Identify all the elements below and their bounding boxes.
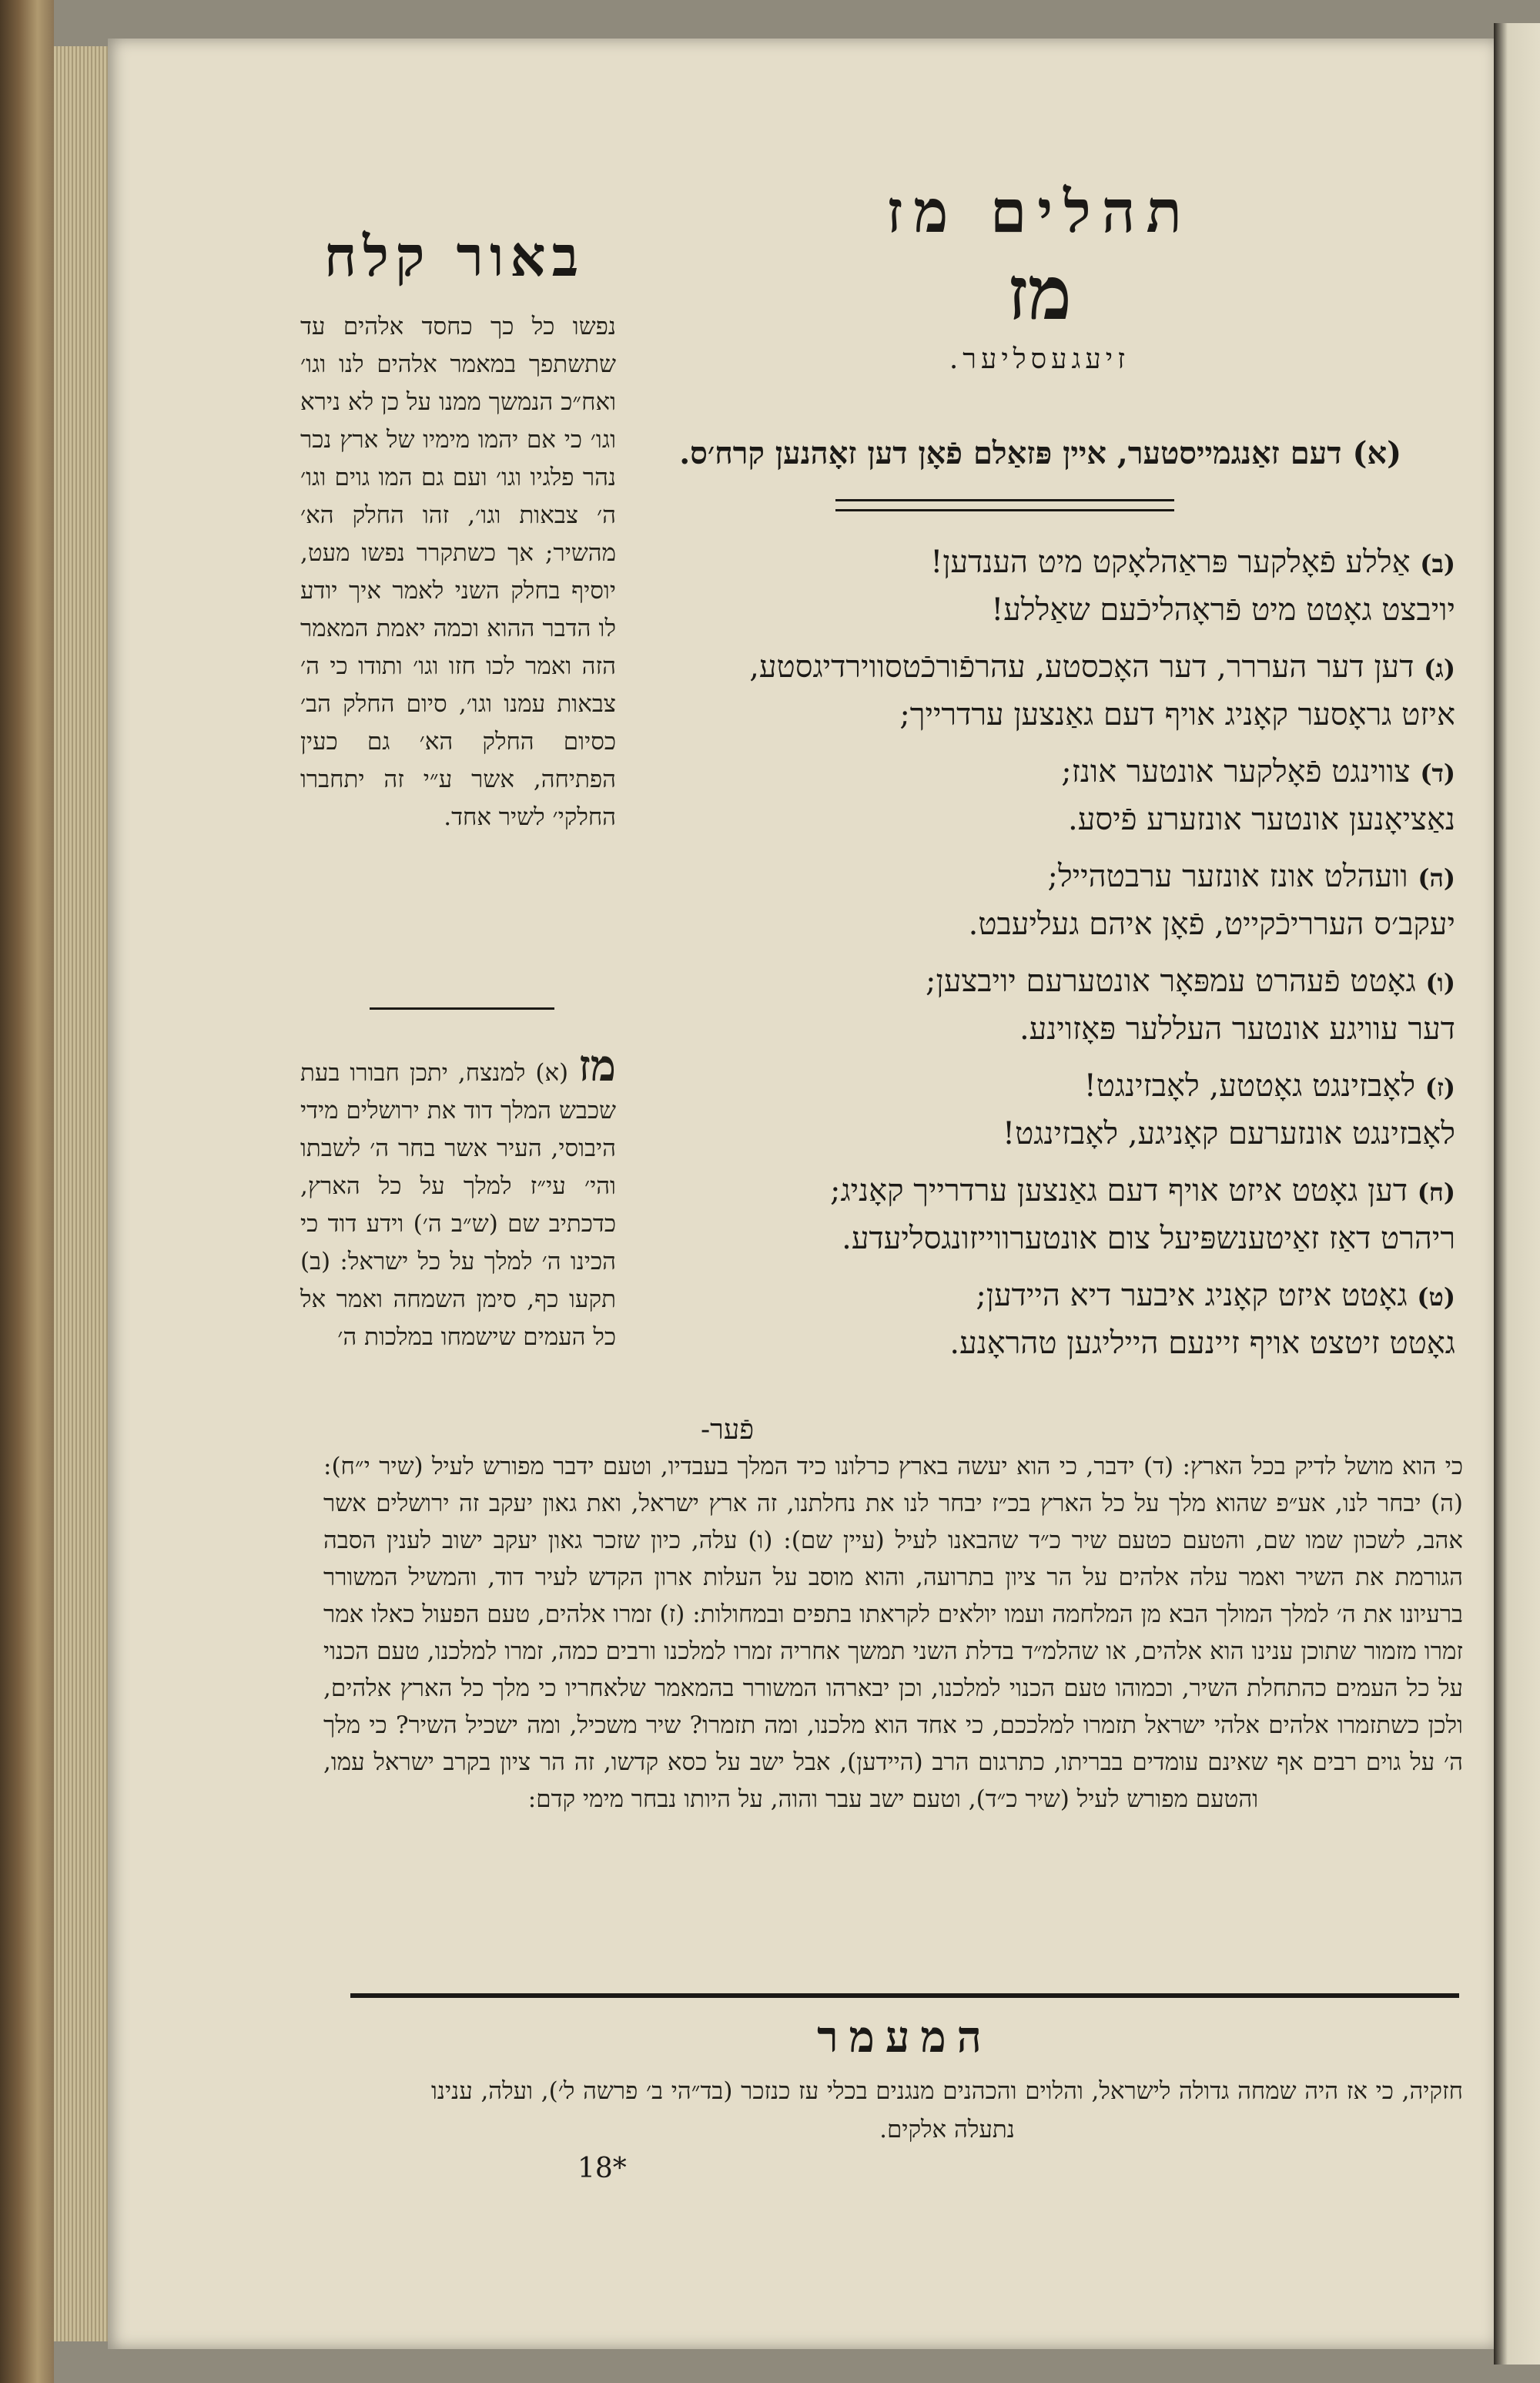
section-divider [370,1007,554,1010]
verse-line: וועהלט אונז אונזער ערבטהייל; [1047,859,1408,894]
psalm-subtitle: זיעגעסליער. [949,344,1130,375]
verse-number: (ד) [1420,759,1455,788]
commentary-continuation: כי הוא מושל לדיק בכל הארץ: (ד) ידבר, כי הוא יעשה בארץ כרלונו כיד המלך בעבדיו, וטעם ידבר מפורש לעיל (שיר י״ח): (ה) יבחר לנו, אע״פ שהוא מלך על כל הארץ בכ״ז יבחר לנו את נחלתנו, זה ארץ ישראל, ואת גאון יעקב זה ירושלים אשר אהב, לשכון שמו שם, והטעם כטעם שיר כ״ד שהבאנו לעיל (עיין שם): (ו) עלה, כיון שזכר גאון יעקב ישוב לענין הסבה הגורמת את השיר ואמר עלה אלהים על הר ציון בתרועה, והוא מוסב על העלות ארון הקדש לעיר דוד, והמשיל המשורר ברעיונו את ה׳ למלך המולך הבא מן המלחמה ועמו יולאים לקראתו בתפים ובמחולות: (ז) זמרו אלהים, טעם הפעול כאלו אמר זמרו מזמור שתוכן ענינו הוא אלהים, או שהלמ״ד בדלת השני תמשך אחריה זמרו למלכנו ורבים כמה, זמרו למלכנו, טעם הכנוי על כל העמים כהתחלת השיר, וכמוהו טעם הכנוי למלכנו, וכן יבארהו המשורר בהמאמר שלאחריו כי מלך כל הארץ אלהים, ולכן כשתזמרו אלהים אלהי ישראל תזמרו למלככם, כי אחד הוא מלכנו, ומה תזמרו? שיר משכיל, ומה ישכיל השיר? כי מלך ה׳ על גוים רבים אף שאינם עומדים בבריתו, כתרגום הרב (היידען), אבל ישב על כסא קדשו, זה הר ציון בקרב ישראל עמו, והטעם מפורש לעיל (שיר כ״ד), וטעם ישב עבר והוה, על היותו נבחר מימי קדם: [323,1453,1463,1813]
verse-number: (ט) [1417,1282,1455,1312]
page-edges [54,46,108,2341]
main-heading [770,177,1309,375]
verse-line: ריהרט דאַז זאַיטענשפּיעל צום אונטערווייזונגסליעדע. [842,1221,1455,1256]
verse-line: דען גאָטט איזט אויף דעם גאַנצען ערדרייך קאָניג; [829,1173,1408,1208]
commentary-psalm-label: מז [578,1041,616,1091]
verse-line: דער עוויגע אונטער העללער פּאָזוינע. [1019,1011,1455,1047]
psalm-number: מז [1007,250,1072,337]
biur-title: באור קלח [323,223,585,289]
commentary-block [300,1041,616,1356]
verse-line: יעקב׳ס הערריכֿקייט, פֿאָן איהם געליעבט. [968,907,1455,942]
verse [670,1272,1455,1366]
verse-number: (ה) [1418,863,1455,893]
verse-line: דען דער העררר, דער האָכסטע, עהרפֿורכֿטסווירדיגסטע, [749,649,1414,685]
verse-line: אַללע פֿאָלקער פּראַהלאָקט מיט הענדען! [930,545,1411,580]
verse-number: (ב) [1420,549,1455,578]
verse [670,749,1455,843]
commentary-text: (א) למנצח, יתכן חבורו בעת שכבש המלך דוד את ירושלים מידי היבוסי, העיר אשר בחר ה׳ לשבתו והי׳ עי״ז למלך על כל הארץ, כדכתיב שם (ש״ב ה׳) וידע דוד כי הכינו ה׳ למלך על כל ישראל: (ב) תקעו כף, סימן השמחה ואמר אל כל העמים שישמחו במלכות ה׳ [300,1059,616,1351]
printer-signature: 18* [578,2153,627,2184]
meamar-title: המעמר [817,2012,993,2063]
verse-line: צווינגט פֿאָלקער אונטער אונז; [1061,754,1411,789]
verse [670,644,1455,738]
facing-page-edge [1494,23,1540,2365]
verse-number: (ו) [1425,968,1455,997]
verse-number: (ח) [1417,1178,1455,1207]
meamar-text: חזקיה, כי אז היה שמחה גדולה לישראל, והלוים והכהנים מנגנים בכלי עז כנזכר (בד״הי ב׳ פרשה ל׳), ועלה, ענינו נתעלה אלקים. [431,2077,1463,2143]
catchword: פֿער- [701,1414,755,1446]
verse [670,958,1455,1052]
superscription-verse: (א) דעם זאַנגמייסטער, איין פּזאַלם פֿאָן דען זאָהנען קרח׳ס. [679,435,1401,471]
running-title: תהלים מז [886,177,1193,246]
verse-number: (ג) [1424,654,1455,683]
verse [670,539,1455,633]
heavy-rule [350,1993,1459,1998]
verse-line: לאָבזינגט אונזערעם קאָניגע, לאָבזינגט! [1003,1116,1455,1151]
verse-line: גאָטט איזט קאָניג איבער דיא היידען; [976,1278,1408,1313]
verse [670,1168,1455,1262]
verse-line: נאַציאָנען אונטער אונזערע פֿיסע. [1067,802,1455,837]
verse-line: גאָטט פֿעהרט עמפּאָר אונטערעם יויבצען; [926,964,1416,999]
verse-list [670,539,1455,1377]
verse-line: איזט גראָסער קאָניג אויף דעם גאַנצען ערדרייך; [899,697,1455,732]
verse [670,1063,1455,1157]
biur-text: נפשו כל כך כחסד אלהים עד שתשתפך במאמר אלהים לנו וגו׳ ואח״כ הנמשך ממנו על כן לא נירא וגו׳ כי אם יהמו מימיו של ארץ נכר נהר פלגיו וגו׳ ועם גם המו גוים וגו׳ ה׳ צבאות וגו׳, זהו החלק הא׳ מהשיר; אך כשתקרר נפשו מעט, יוסיף בחלק השני לאמר איך יודע לו הדבר ההוא וכמה יאמת המאמר הזה ואמר לכו חזו וגו׳ ותודו כי ה׳ צבאות עמנו וגו׳, סיום החלק הב׳ כסיום החלק הא׳ גם כעין הפתיחה, אשר ע״י זה יתחברו החלקי׳ לשיר אחד. [300,313,616,831]
double-rule [835,499,1174,511]
verse-line: לאָבזינגט גאָטטע, לאָבזינגט! [1083,1068,1416,1104]
verse [670,853,1455,947]
verse-line: גאָטט זיטצט אויף זיינעם הייליגען טהראָנע. [949,1326,1455,1361]
verse-line: יויבצט גאָטט מיט פֿראָהליכֿעם שאַללע! [991,592,1455,628]
verse-number: (ז) [1424,1073,1455,1102]
book-spine [0,0,54,2383]
